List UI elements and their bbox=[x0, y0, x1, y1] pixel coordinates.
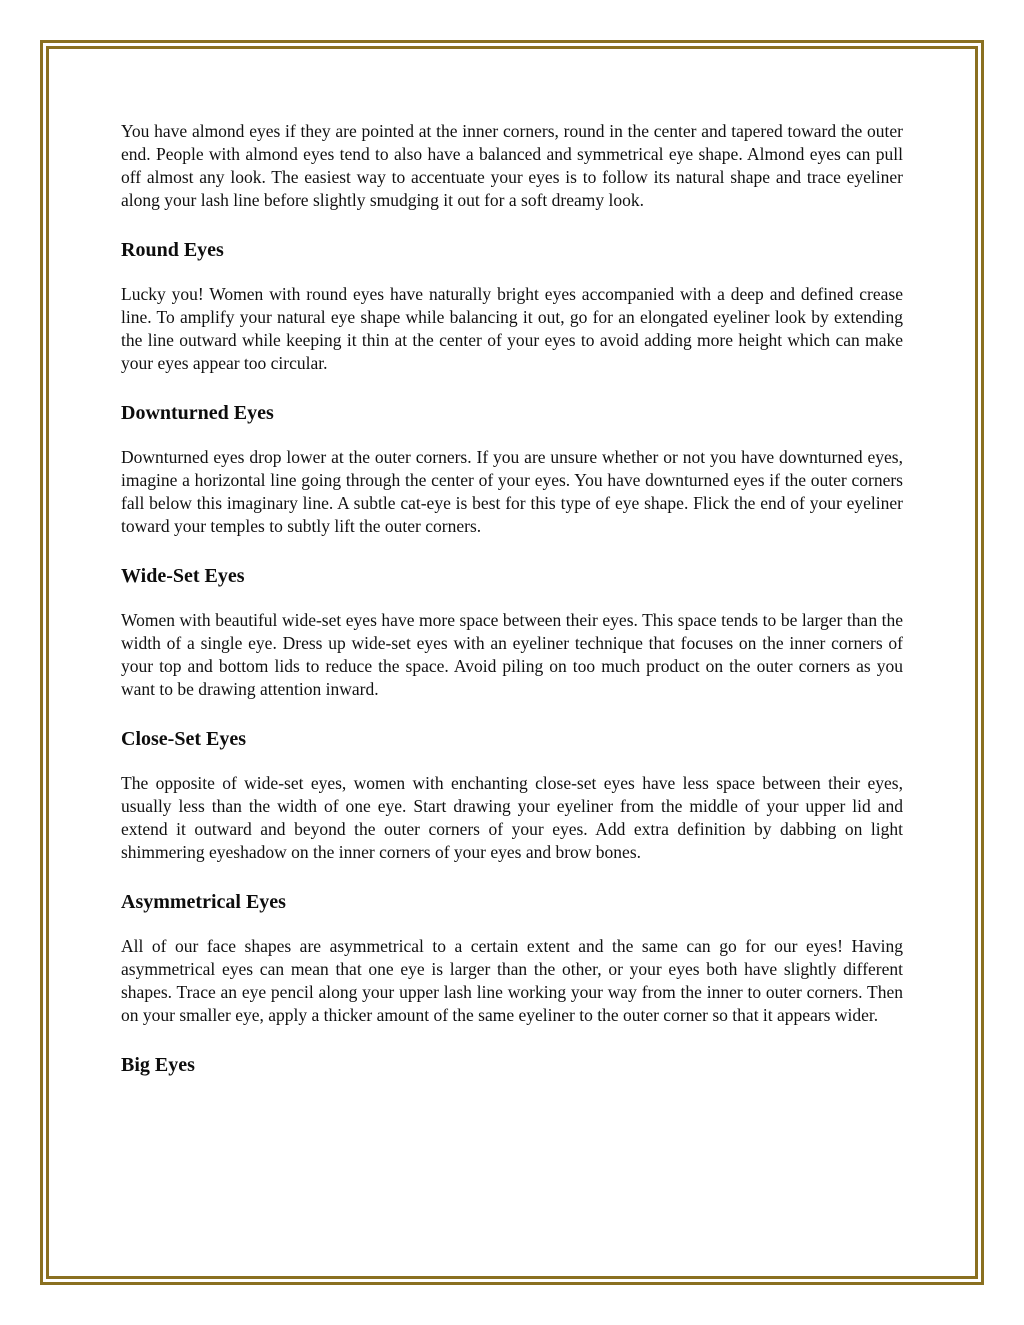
intro-paragraph: You have almond eyes if they are pointed at the inner corners, round in the center and tapered toward the outer end. People with almond eyes tend to also have a balanced and symmetrical eye shape. Almond eyes can pull off almost any look. The easiest way to accentuate your eyes is to follow its natural shape and trace eyeliner along your lash line before slightly smudging it out for a soft dreamy look. bbox=[121, 121, 903, 210]
heading-big-eyes: Big Eyes bbox=[121, 1054, 195, 1076]
paragraph-close-set-eyes: The opposite of wide-set eyes, women with enchanting close-set eyes have less space between their eyes, usually less than the width of one eye. Start drawing your eyeliner from the middle of your upper lid and extend it outward and beyond the outer corners of your eyes. Add extra definition by dabbing on light shimmering eyeshadow on the inner corners of your eyes and brow bones. bbox=[121, 773, 903, 862]
paragraph-asymmetrical-eyes: All of our face shapes are asymmetrical to a certain extent and the same can go for our eyes! Having asymmetrical eyes can mean that one eye is larger than the other, or your eyes both have slightly different shapes. Trace an eye pencil along your upper lash line working your way from the inner to outer corners. Then on your smaller eye, apply a thicker amount of the same eyeliner to the outer corner so that it appears wider. bbox=[121, 936, 903, 1025]
heading-round-eyes: Round Eyes bbox=[121, 239, 224, 261]
heading-wide-set-eyes: Wide-Set Eyes bbox=[121, 565, 245, 587]
heading-downturned-eyes: Downturned Eyes bbox=[121, 402, 274, 424]
paragraph-round-eyes: Lucky you! Women with round eyes have naturally bright eyes accompanied with a deep and defined crease line. To amplify your natural eye shape while balancing it out, go for an elongated eyeliner look by extending the line outward while keeping it thin at the center of your eyes to avoid adding more height which can make your eyes appear too circular. bbox=[121, 284, 903, 373]
heading-asymmetrical-eyes: Asymmetrical Eyes bbox=[121, 891, 286, 913]
paragraph-downturned-eyes: Downturned eyes drop lower at the outer corners. If you are unsure whether or not you have downturned eyes, imagine a horizontal line going through the center of your eyes. You have downturned eyes if the outer corners fall below this imaginary line. A subtle cat-eye is best for this type of eye shape. Flick the end of your eyeliner toward your temples to subtly lift the outer corners. bbox=[121, 447, 903, 536]
heading-close-set-eyes: Close-Set Eyes bbox=[121, 728, 246, 750]
document-body bbox=[121, 120, 903, 1077]
paragraph-wide-set-eyes: Women with beautiful wide-set eyes have more space between their eyes. This space tends to be larger than the width of a single eye. Dress up wide-set eyes with an eyeliner technique that focuses on the inner corners of your top and bottom lids to reduce the space. Avoid piling on too much product on the outer corners as you want to be drawing attention inward. bbox=[121, 610, 903, 699]
